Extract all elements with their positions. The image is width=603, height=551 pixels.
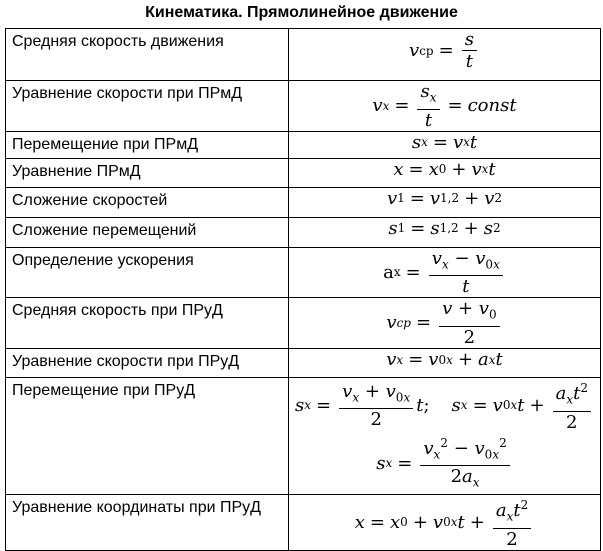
formula-cell: [289, 298, 601, 349]
formula-avg-speed: v ср = $\frac{s}{t}$: [289, 29, 600, 72]
formula-cell: [289, 247, 601, 298]
formula-uniform-velocity: v x = $\frac{s_x}{t}$ = const: [372, 81, 517, 131]
row-label: Средняя скорость движения: [6, 29, 289, 81]
row-label: Уравнение координаты при ПРуД: [6, 494, 289, 550]
table-row: [6, 217, 601, 247]
formula-velocity-addition: → v 1 = → v 1,2 + → v 2: [289, 188, 600, 209]
formula-cell: [289, 131, 601, 158]
formula-uniform-displacement: s x = v x t: [411, 131, 478, 153]
formula-accel-velocity: v x = v 0x + a x t: [386, 349, 503, 371]
formula-cell: [289, 217, 601, 247]
formula-accel-coordinate: x = x 0 + v 0x t + $\frac{a_xt^2}{2}$: [289, 495, 600, 550]
table-row: [6, 187, 601, 217]
formula-cell: [289, 29, 601, 81]
table-row: [6, 349, 601, 378]
table-row: [6, 158, 601, 187]
row-label: Уравнение ПРмД: [6, 158, 289, 187]
formula-cell: [289, 158, 601, 187]
formula-accel-displacement: s x = $\frac{v_x + v_{0x}}{2}$ t ; s x = v 0x t + $\frac{a_xt^2}{2}$ s x = $\frac{v_x^2 - v_{0x}^2}{2a_x}$: [289, 378, 600, 494]
table-row: [6, 298, 601, 349]
row-label: Сложение скоростей: [6, 187, 289, 217]
table-row: [6, 29, 601, 81]
formula-displacement-addition: → s 1 = → s 1,2 + → s 2: [289, 218, 600, 239]
table-row: [6, 131, 601, 158]
row-label: Перемещение при ПРмД: [6, 131, 289, 158]
row-label: Определение ускорения: [6, 247, 289, 298]
table-row: [6, 494, 601, 550]
formula-cell: [289, 349, 601, 378]
formula-accel-avg-speed: v cp = $\frac{v + v_0}{2}$: [289, 298, 600, 348]
table-row: [6, 247, 601, 298]
formula-acceleration: a x = $\frac{v_x - v_{0x}}{t}$: [289, 248, 600, 298]
formula-uniform-motion: x = x 0 + v x t: [393, 158, 496, 180]
row-label: Средняя скорость при ПРуД: [6, 298, 289, 349]
formula-cell: [289, 81, 601, 132]
table-row: [6, 81, 601, 132]
table-title: Кинематика. Прямолинейное движение: [145, 4, 458, 21]
formula-cell: [289, 378, 601, 495]
row-label: Уравнение скорости при ПРуД: [6, 349, 289, 378]
row-label: Уравнение скорости при ПРмД: [6, 81, 289, 132]
formula-cell: [289, 187, 601, 217]
table-row: [6, 378, 601, 495]
formula-cell: [289, 494, 601, 550]
row-label: Сложение перемещений: [6, 217, 289, 247]
row-label: Перемещение при ПРуД: [6, 378, 289, 495]
kinematics-table: [5, 28, 601, 551]
